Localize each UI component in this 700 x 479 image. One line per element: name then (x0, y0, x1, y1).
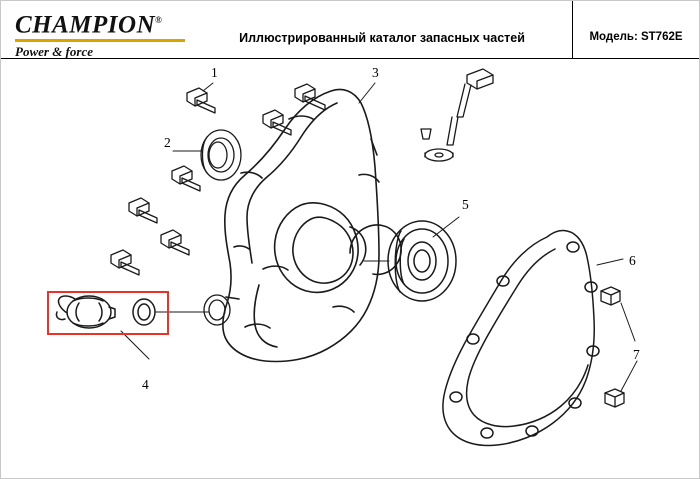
bolt-group-left (111, 166, 200, 275)
leader-line-7b (621, 361, 637, 391)
header-divider (572, 1, 573, 59)
nut-group-item-7 (601, 287, 624, 407)
parts-diagram-svg (1, 59, 700, 479)
callout-6: 6 (629, 253, 636, 268)
champion-logo (15, 7, 190, 60)
brand-name-text: CHAMPION (15, 11, 156, 39)
leader-line-5 (433, 217, 459, 237)
leader-line-4b (121, 331, 149, 359)
gasket-item-6 (443, 230, 599, 445)
cover-port-ring (204, 295, 230, 325)
registered-trademark-icon: ® (155, 15, 163, 25)
leader-line-3 (359, 83, 375, 103)
brand-name (15, 7, 190, 38)
leader-line-7a (621, 303, 635, 341)
page-header (1, 1, 700, 59)
highlight-box (47, 291, 169, 335)
callout-7: 7 (633, 347, 640, 362)
bolt-item-1 (187, 88, 215, 113)
leader-line-1 (203, 83, 213, 91)
callout-1: 1 (211, 65, 218, 80)
callout-4: 4 (142, 377, 149, 392)
brand-tagline: Power & force (15, 44, 93, 60)
callout-5: 5 (462, 197, 469, 212)
oil-seal-item-2 (201, 130, 241, 180)
crankcase-cover-part (223, 90, 401, 362)
page-title: Иллюстрированный каталог запасных частей (239, 31, 525, 45)
callout-3: 3 (372, 65, 379, 80)
stud-and-washer-part (421, 69, 493, 161)
leader-line-6 (597, 259, 623, 265)
model-label: Модель: ST762E (589, 31, 683, 43)
brand-underline (15, 39, 185, 42)
callout-2: 2 (164, 135, 171, 150)
parts-diagram (1, 59, 700, 479)
bolt-group-item-3 (263, 84, 325, 135)
